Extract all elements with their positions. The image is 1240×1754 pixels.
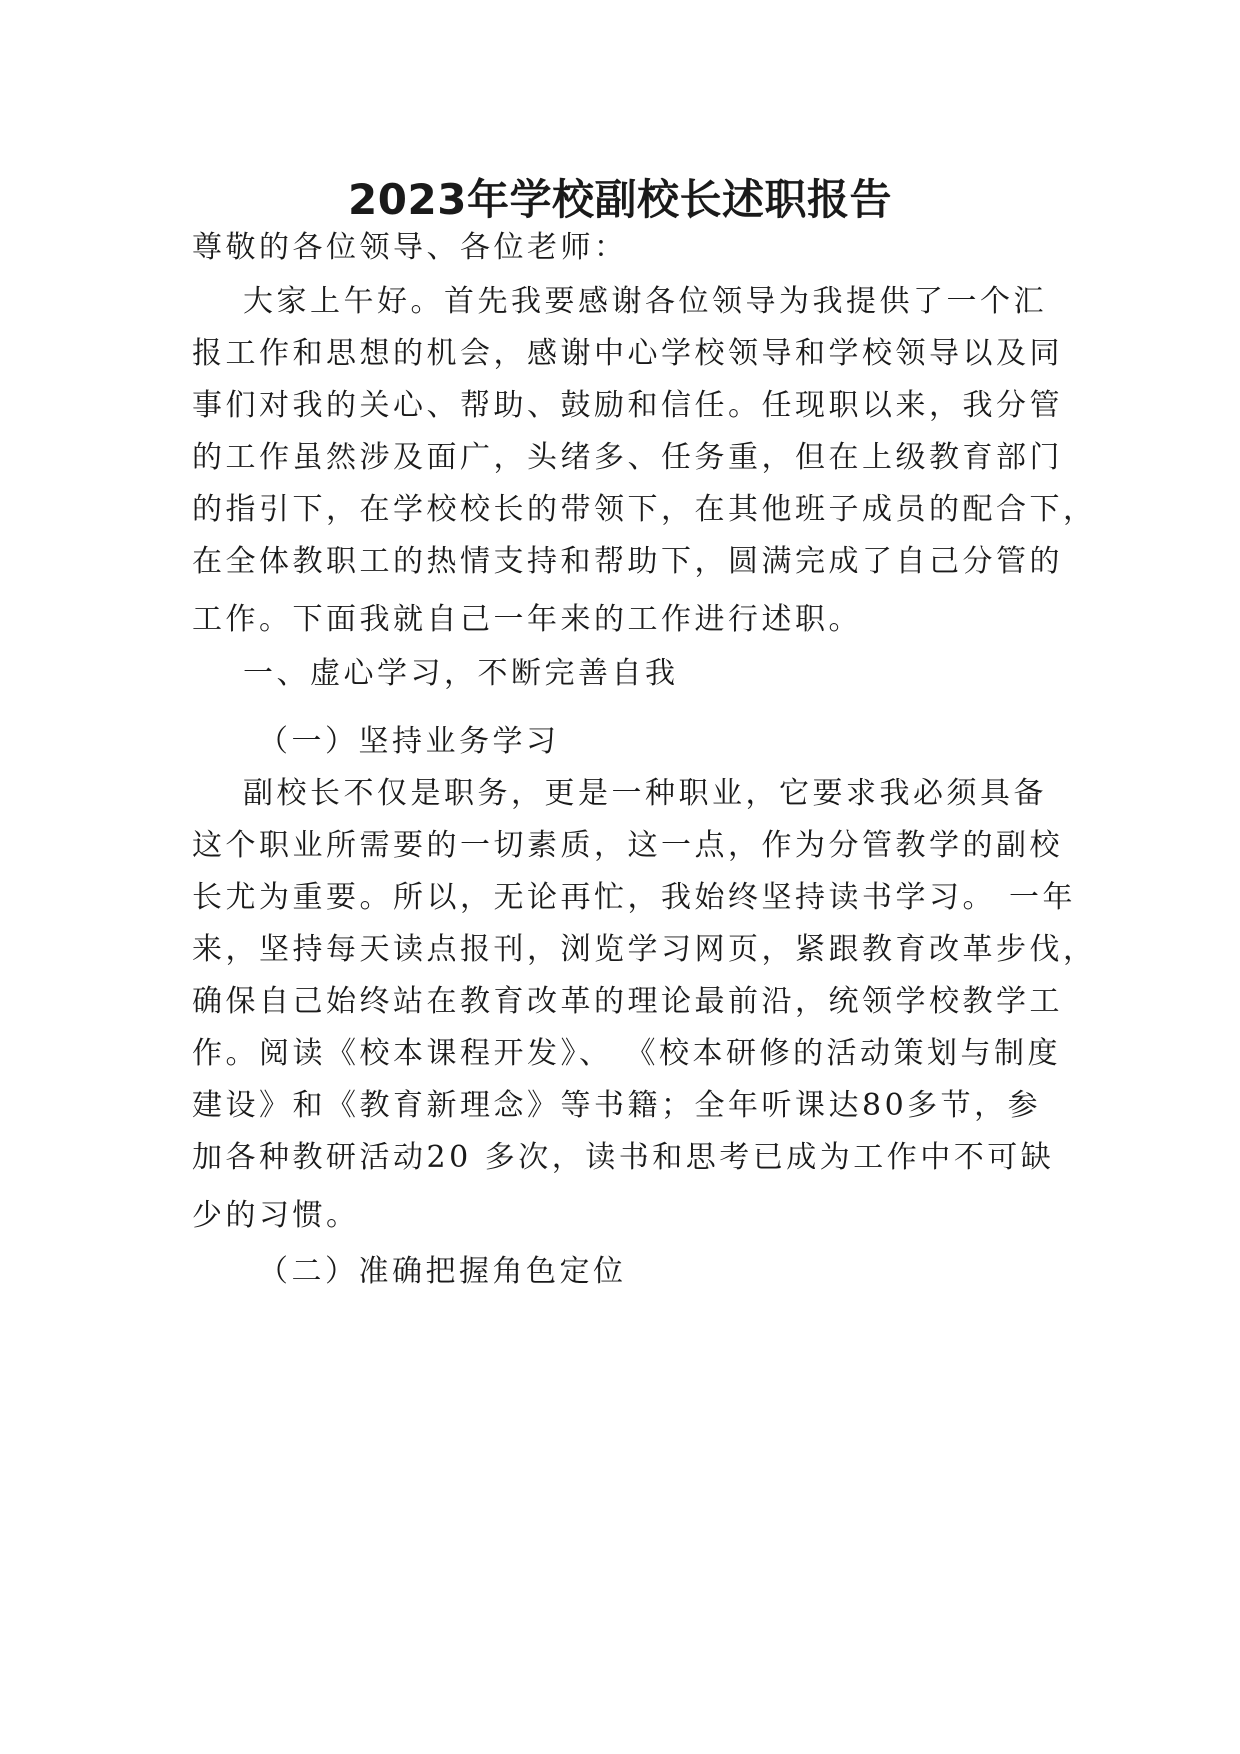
paragraph-line: 的工作虽然涉及面广，头绪多、任务重，但在上级教育部门: [192, 440, 1063, 475]
paragraph-line: 这个职业所需要的一切素质，这一点，作为分管教学的副校: [192, 828, 1063, 863]
paragraph-line: 建设》和《教育新理念》等书籍；全年听课达80多节，参: [192, 1088, 1042, 1123]
salutation: 尊敬的各位领导、各位老师：: [192, 230, 628, 265]
subsection-heading: （一）坚持业务学习: [258, 724, 560, 759]
document-title: 2023年学校副校长述职报告: [348, 175, 892, 224]
subsection-heading: （二）准确把握角色定位: [258, 1254, 627, 1289]
paragraph-line: 工作。下面我就自己一年来的工作进行述职。: [192, 602, 862, 637]
paragraph-line: 的指引下，在学校校长的带领下，在其他班子成员的配合下，: [192, 492, 1097, 527]
paragraph-line: 加各种教研活动20 多次，读书和思考已成为工作中不可缺: [192, 1140, 1055, 1175]
paragraph-line: 大家上午好。首先我要感谢各位领导为我提供了一个汇: [243, 284, 1047, 319]
paragraph-line: 副校长不仅是职务，更是一种职业，它要求我必须具备: [243, 776, 1047, 811]
paragraph-line: 确保自己始终站在教育改革的理论最前沿，统领学校教学工: [192, 984, 1063, 1019]
paragraph-line: 在全体教职工的热情支持和帮助下，圆满完成了自己分管的: [192, 544, 1063, 579]
paragraph-line: 报工作和思想的机会，感谢中心学校领导和学校领导以及同: [192, 336, 1063, 371]
paragraph-line: 少的习惯。: [192, 1198, 360, 1233]
paragraph-line: 长尤为重要。所以，无论再忙，我始终坚持读书学习。 一年: [192, 880, 1077, 915]
paragraph-line: 作。阅读《校本课程开发》、 《校本研修的活动策划与制度: [192, 1036, 1062, 1071]
section-heading: 一、虚心学习，不断完善自我: [243, 656, 679, 691]
paragraph-line: 来，坚持每天读点报刊，浏览学习网页，紧跟教育改革步伐，: [192, 932, 1097, 967]
paragraph-line: 事们对我的关心、帮助、鼓励和信任。任现职以来，我分管: [192, 388, 1063, 423]
